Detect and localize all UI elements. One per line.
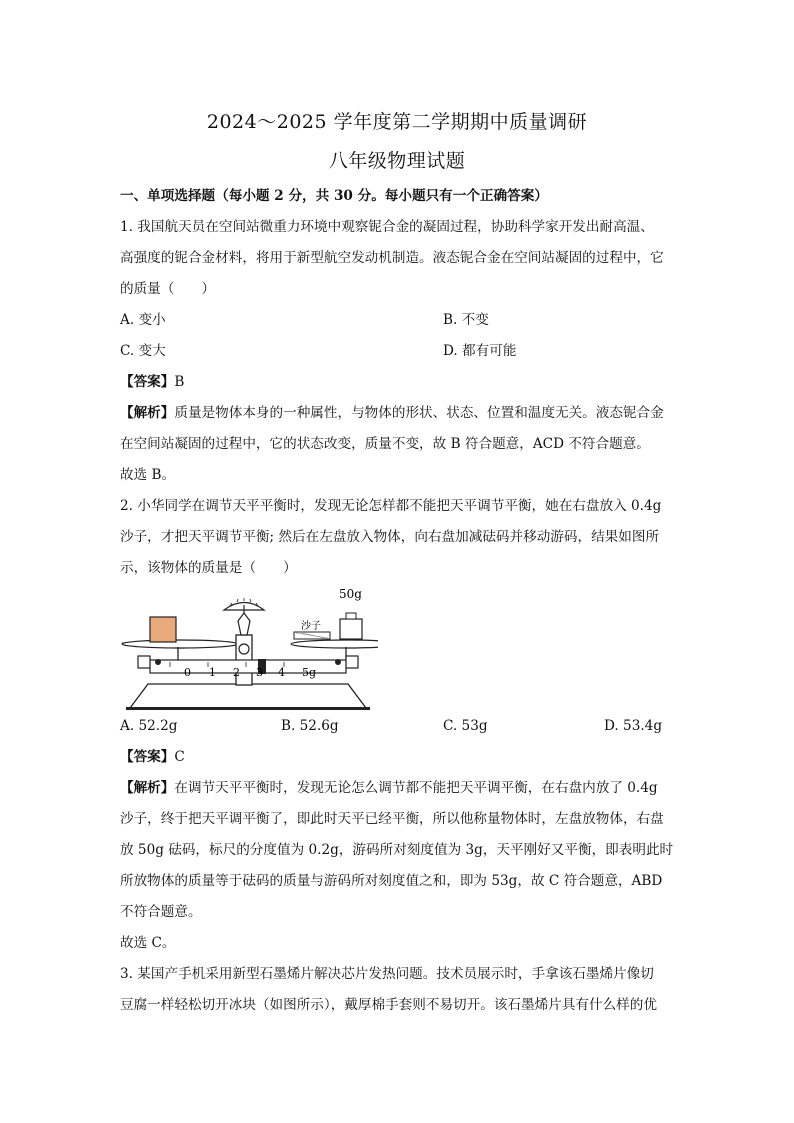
balance-figure	[118, 583, 378, 713]
q1-answer	[120, 372, 676, 392]
q1-option-d: D. 都有可能	[443, 343, 517, 359]
sand-label: 沙子	[301, 621, 321, 632]
weight-icon	[340, 619, 362, 639]
answer-value: B	[174, 374, 185, 390]
analysis-text: 在调节天平平衡时，发现无论怎么调节都不能把天平调平衡，在右盘内放了 0.4g	[174, 780, 658, 796]
scale-tick-label: 5g	[302, 666, 317, 679]
q2-analysis-line: 放 50g 砝码，标尺的分度值为 0.2g，游码所对刻度值为 3g，天平刚好又平衡，即表明此时	[120, 842, 674, 858]
scale-tick-label: 0	[184, 666, 191, 679]
q1-stem-line: 1. 我国航天员在空间站微重力环境中观察铌合金的凝固过程，协助科学家开发出耐高温、	[120, 219, 654, 235]
weight-label: 50g	[339, 587, 362, 601]
answer-tag: 【答案】	[120, 374, 175, 390]
q2-stem-line: 示，该物体的质量是（ ）	[120, 560, 297, 576]
q3-stem-line: 3. 某国产手机采用新型石墨烯片解决芯片发热问题。技术员展示时，手拿该石墨烯片像切	[120, 966, 654, 982]
q2-analysis-line	[120, 778, 676, 798]
q1-analysis-line: 在空间站凝固的过程中，它的状态改变，质量不变，故 B 符合题意，ACD 不符合题意。	[120, 436, 650, 452]
q2-option-c: C. 53g	[443, 718, 488, 734]
q1-stem-line: 的质量（ ）	[120, 281, 216, 297]
scale-tick-label: 2	[233, 666, 240, 679]
q3-stem-line: 豆腐一样轻松切开冰块（如图所示），戴厚棉手套则不易切开。该石墨烯片具有什么样的优	[120, 997, 657, 1013]
q2-option-b: B. 52.6g	[281, 718, 339, 734]
q2-analysis-line: 所放物体的质量等于砝码的质量与游码所对刻度值之和，即为 53g，故 C 符合题意，ABD	[120, 873, 663, 889]
q2-answer	[120, 747, 676, 767]
q2-option-a: A. 52.2g	[120, 718, 178, 734]
scale-tick-label: 1	[209, 666, 216, 679]
q2-analysis-line: 沙子，终于把天平调平衡了，即此时天平已经平衡，所以他称量物体时，左盘放物体，右盘	[120, 811, 664, 827]
q2-stem-line: 2. 小华同学在调节天平平衡时，发现无论怎样都不能把天平调节平衡，她在右盘放入 0.4g	[120, 498, 662, 514]
scale-tick-label: 4	[278, 666, 285, 679]
analysis-text: 质量是物体本身的一种属性，与物体的形状、状态、位置和温度无关。液态铌合金	[174, 405, 664, 421]
q2-option-d: D. 53.4g	[604, 718, 663, 734]
analysis-tag: 【解析】	[120, 405, 175, 421]
page-title: 2024～2025 学年度第二学期期中质量调研	[206, 111, 588, 133]
q2-analysis-line: 故选 C。	[120, 935, 176, 951]
section-heading: 一、单项选择题（每小题 2 分，共 30 分。每小题只有一个正确答案）	[120, 188, 548, 204]
q1-stem-line: 高强度的铌合金材料，将用于新型航空发动机制造。液态铌合金在空间站凝固的过程中，它	[120, 250, 664, 266]
q2-stem-line: 沙子，才把天平调节平衡; 然后在左盘放入物体，向右盘加减砝码并移动游码，结果如图所	[120, 529, 660, 545]
q1-option-a: A. 变小	[120, 312, 166, 328]
object-block	[150, 617, 176, 642]
scale-tick-label: 3	[256, 666, 263, 679]
q1-option-b: B. 不变	[443, 312, 489, 328]
answer-tag: 【答案】	[120, 749, 175, 765]
q2-analysis-line: 不符合题意。	[120, 904, 202, 920]
page-subtitle: 八年级物理试题	[328, 150, 466, 172]
analysis-tag: 【解析】	[120, 780, 175, 796]
q1-analysis-line	[120, 403, 676, 423]
q1-option-c: C. 变大	[120, 343, 166, 359]
answer-value: C	[174, 749, 185, 765]
q1-analysis-line: 故选 B。	[120, 467, 176, 483]
